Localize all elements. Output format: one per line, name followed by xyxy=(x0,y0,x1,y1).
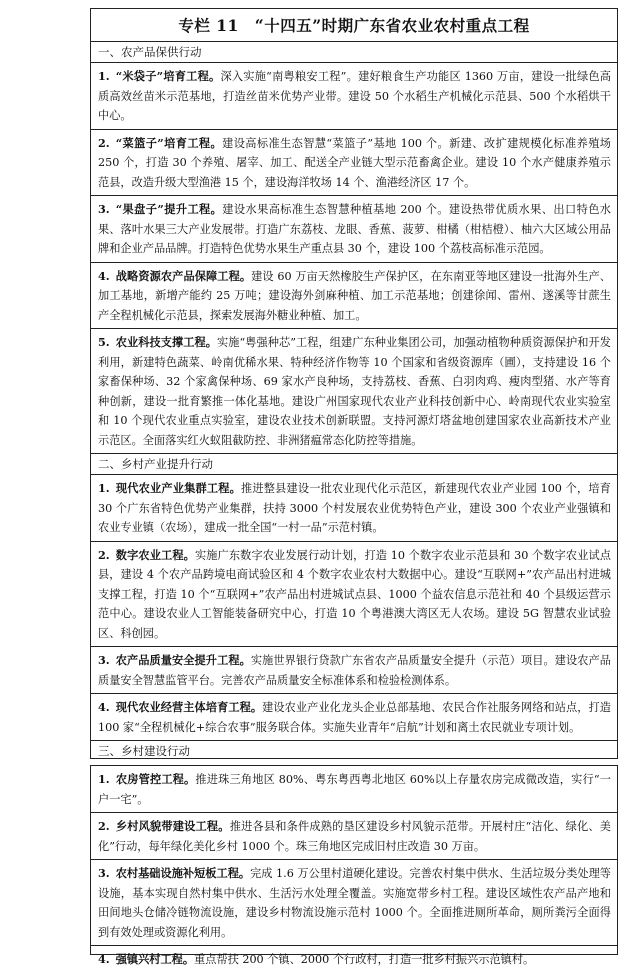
list-item: 4. 战略资源农产品保障工程。建设 60 万亩天然橡胶生产保护区，在东南亚等地区建设一批海外生产、加工基地，新增产能约 25 万吨；建设海外剑麻种植、加工示范基地；创建徐闻、雷州、遂溪等甘蔗生产全程机械化示范县，探索发展海外糖业种植、加工。 xyxy=(91,263,617,330)
section-heading: 一、农产品保供行动 xyxy=(91,42,617,63)
list-item: 2. 乡村风貌带建设工程。推进各县和条件成熟的垦区建设乡村风貌示范带。开展村庄“洁化、绿化、美化”行动，每年绿化美化乡村 1000 个。珠三角地区完成旧村庄改造 30 万亩。 xyxy=(91,813,617,860)
section-heading: 三、乡村建设行动 xyxy=(98,744,190,758)
list-item: 2. 数字农业工程。实施广东数字农业发展行动计划，打造 10 个数字农业示范县和 30 个数字农业试点县，建设 4 个农产品跨境电商试验区和 4 个数字农业农村大数据中心。建设“互联网+”农产品出村进城支撑工程，打造 10 个“互联网+”农产品出村进城试点县、1000 个益农信息示范社和 40 个县级运营示范中心。建设农业人工智能装备研究中心，打造 10 个粤港澳大湾区无人农场。建设 5G 智慧农业试验区、科创园。 xyxy=(91,542,617,648)
list-item: 4. 强镇兴村工程。重点帮扶 200 个镇、2000 个行政村，打造一批乡村振兴示范镇村。 xyxy=(98,952,535,966)
table-part-1 xyxy=(90,8,618,759)
list-item: 1. “米袋子”培育工程。深入实施“南粤粮安工程”。建好粮食生产功能区 1360 万亩，建设一批绿色高质高效丝苗米示范基地，打造丝苗米优势产业带。建设 50 个水稻生产机械化示范县、500 个水稻烘干中心。 xyxy=(91,63,617,130)
list-item: 2. “菜篮子”培育工程。建设高标准生态智慧“菜篮子”基地 100 个。新建、改扩建规模化标准养殖场 250 个，打造 30 个养殖、屠宰、加工、配送全产业链大型示范畜禽企业。建设 10 个水产健康养殖示范县，改造升级大型渔港 15 个，建设海洋牧场 14 个、渔港经济区 17 个。 xyxy=(91,130,617,197)
table-part-2 xyxy=(90,765,618,966)
list-item: 3. 农村基础设施补短板工程。完成 1.6 万公里村道硬化建设。完善农村集中供水、生活垃圾分类处理等设施，基本实现自然村集中供水、生活污水处理全覆盖。实施宽带乡村工程。建设区域性农产品产地和田间地头仓储冷链物流设施，建设乡村物流设施示范村 1000 个。全面推进厕所革命，厕所粪污全面得到有效处理或资源化利用。 xyxy=(91,860,617,946)
list-item: 3. “果盘子”提升工程。建设水果高标准生态智慧种植基地 200 个。建设热带优质水果、出口特色水果、落叶水果三大产业发展带。打造广东荔枝、龙眼、香蕉、菠萝、柑橘（柑桔橙）、柚六大区域公用品牌和企业产品品牌。打造特色优势水果生产重点县 30 个，建设 100 个荔枝高标准示范园。 xyxy=(91,196,617,263)
list-item: 4. 现代农业经营主体培育工程。建设农业产业化龙头企业总部基地、农民合作社服务网络和站点，打造 100 家“全程机械化+综合农事”服务联合体。实施失业青年“启航”计划和离土农民就业专项计划。 xyxy=(91,694,617,741)
section-heading: 二、乡村产业提升行动 xyxy=(91,454,617,475)
list-item: 5. 农业科技支撑工程。实施“粤强种芯”工程，组建广东种业集团公司，加强动植物种质资源保护和开发利用，新建特色蔬菜、岭南优稀水果、特种经济作物等 10 个国家和省级资源库（圃），支持建设 16 个家畜保种场、32 个家禽保种场、69 家水产良种场，支持荔枝、香蕉、白羽肉鸡、瘦肉型猪、水产等育种创新，建设一批育繁推一体化基地。建设广州国家现代农业产业科技创新中心、岭南现代农业实验室和 10 个现代农业重点实验室，建设农业技术创新联盟。支持河源灯塔盆地创建国家农业高新技术产业示范区。全面落实红火蚁阻截防控、非洲猪瘟常态化防控等措施。 xyxy=(91,329,617,454)
list-item: 3. 农产品质量安全提升工程。实施世界银行贷款广东省农产品质量安全提升（示范）项目。建设农产品质量安全智慧监管平台。完善农产品质量安全标准体系和检验检测体系。 xyxy=(91,647,617,694)
table-title: 专栏 11 “十四五”时期广东省农业农村重点工程 xyxy=(91,9,617,42)
list-item: 1. 农房管控工程。推进珠三角地区 80%、粤东粤西粤北地区 60%以上存量农房完成微改造，实行“一户一宅”。 xyxy=(91,766,617,813)
list-item: 1. 现代农业产业集群工程。推进整县建设一批农业现代化示范区，新建现代农业产业园 100 个，培育 30 个广东省特色优势产业集群，扶持 3000 个村发展农业优势特色产业，建设 300 个农业产业强镇和农业专业镇（农场），建成一批全国“一村一品”示范村镇。 xyxy=(91,475,617,542)
